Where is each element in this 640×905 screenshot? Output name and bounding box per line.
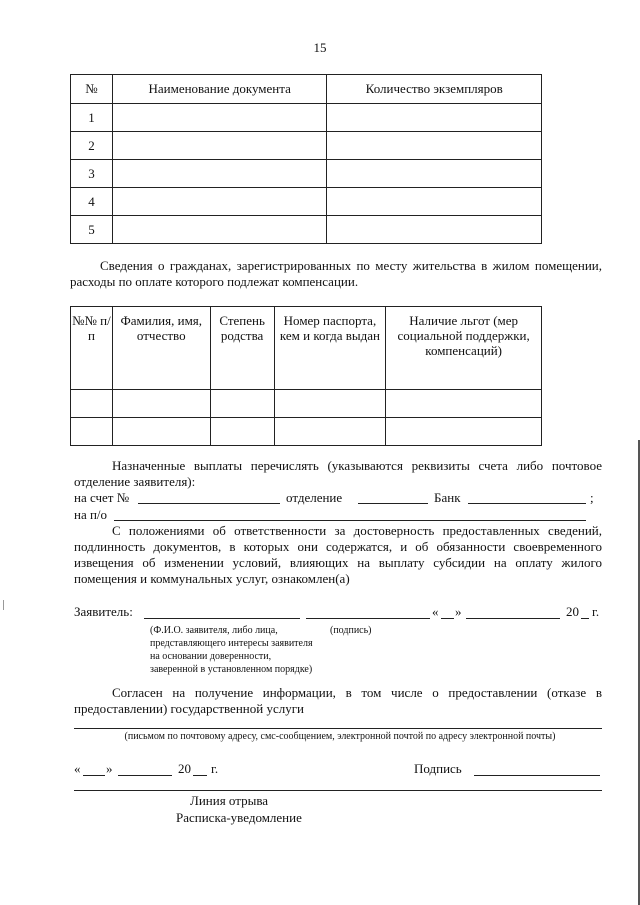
applicant-label: Заявитель: [74,604,133,619]
cell[interactable] [112,418,210,446]
table-row [71,160,542,188]
delivery-method-field[interactable] [74,728,602,729]
date-day-field[interactable] [83,775,105,776]
col-benefits-header: Наличие льгот (мер социальной поддержки, компенсаций) [386,307,542,390]
cell[interactable] [386,390,542,418]
col-number-header: №№ п/п [71,307,113,390]
copies-cell[interactable] [327,216,542,244]
po-label: на п/о [74,507,108,522]
signature-label: Подпись [414,761,462,776]
account-field[interactable] [138,503,280,504]
branch-field[interactable] [358,503,428,504]
row-number: 2 [71,132,113,160]
documents-table-header [71,75,542,104]
table-row [71,390,542,418]
applicant-day-field[interactable] [441,618,454,619]
col-relation-header: Степень родства [210,307,274,390]
applicant-month-field[interactable] [466,618,560,619]
applicant-year-suffix: г. [592,604,600,619]
cell[interactable] [71,390,113,418]
document-name-cell[interactable] [112,188,327,216]
documents-table [70,74,542,244]
applicant-year: 20 [566,604,579,619]
citizens-table-header [71,307,542,390]
applicant-signature-field[interactable] [306,618,430,619]
table-row [71,132,542,160]
cell[interactable] [210,418,274,446]
table-row [71,188,542,216]
applicant-year-field[interactable] [581,618,589,619]
tear-line-rule [74,790,602,791]
applicant-name-field[interactable] [144,618,300,619]
signature-note: (подпись) [330,625,372,636]
document-name-cell[interactable] [112,216,327,244]
semicolon: ; [590,490,594,505]
signature-field[interactable] [474,775,600,776]
quote-open: « [432,604,439,619]
responsibility-text: С положениями об ответственности за достоверность предоставленных сведений, подлинность документов, в которых они содержатся, и об обязанности своевременного извещения об изменении условий, влияющих на выплату субсидии на оплату жилого помещения и коммунальных услуг, ознакомлен(а) [74,523,602,586]
account-label: на счет № [74,490,130,505]
fio-note: (Ф.И.О. заявителя, либо лица, представляющего интересы заявителя на основании доверенности, заверенной в установленном порядке) [150,625,313,675]
cell[interactable] [386,418,542,446]
date-quote-open: « [74,761,81,776]
row-number: 3 [71,160,113,188]
col-document-name-header: Наименование документа [112,75,327,104]
scan-mark [3,600,4,610]
cell[interactable] [112,390,210,418]
document-name-cell[interactable] [112,160,327,188]
col-fullname-header: Фамилия, имя, отчество [112,307,210,390]
cell[interactable] [274,390,386,418]
copies-cell[interactable] [327,188,542,216]
consent-text: Согласен на получение информации, в том числе о предоставлении (отказе в предоставлении) государственной услуги [74,685,602,716]
row-number: 1 [71,104,113,132]
branch-label: отделение [286,490,343,505]
cell[interactable] [71,418,113,446]
col-passport-header: Номер паспорта, кем и когда выдан [274,307,386,390]
date-quote-close: » [106,761,113,776]
document-name-cell[interactable] [112,132,327,160]
table-row [71,104,542,132]
po-field[interactable] [114,520,586,521]
bank-field[interactable] [468,503,586,504]
payments-instruction: Назначенные выплаты перечислять (указываются реквизиты счета либо почтовое отделение заявителя): [74,458,602,489]
table-row [71,418,542,446]
date-year-field[interactable] [193,775,207,776]
bank-label: Банк [434,490,461,505]
document-name-cell[interactable] [112,104,327,132]
receipt-title: Расписка-уведомление [176,810,302,825]
date-year: 20 [178,761,191,776]
date-year-suffix: г. [211,761,219,776]
copies-cell[interactable] [327,160,542,188]
copies-cell[interactable] [327,104,542,132]
cell[interactable] [274,418,386,446]
cell[interactable] [210,390,274,418]
col-copies-header: Количество экземпляров [327,75,542,104]
delivery-note: (письмом по почтовому адресу, смс-сообщением, электронной почтой по адресу электронной почты) [124,731,556,742]
page-number: 15 [313,40,327,55]
date-month-field[interactable] [118,775,172,776]
citizens-table [70,306,542,446]
table-row [71,216,542,244]
copies-cell[interactable] [327,132,542,160]
row-number: 4 [71,188,113,216]
citizens-intro: Сведения о гражданах, зарегистрированных по месту жительства в жилом помещении, расходы по оплате которого подлежат компенсации. [70,258,602,289]
row-number: 5 [71,216,113,244]
quote-close: » [455,604,462,619]
tear-line-label: Линия отрыва [190,793,269,808]
col-number-header: № [71,75,113,104]
